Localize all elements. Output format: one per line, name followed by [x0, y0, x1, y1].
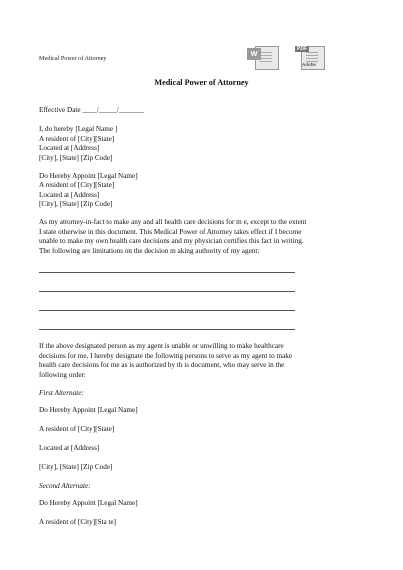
adobe-tag: Adobe	[302, 62, 316, 67]
agent-appoint: Do Hereby Appoint [Legal Name]	[39, 172, 138, 180]
first-alternate-resident: A resident of [City][State]	[39, 425, 115, 433]
principal-city: [City], [State] [Zip Code]	[39, 154, 113, 162]
paragraph-line: unable to make my own health care decisions and my physician certifies this fact in writing.	[39, 237, 304, 246]
paragraph-line: The following are limitations on the decision m aking authority of my agent:	[39, 246, 260, 255]
paragraph-line: health care decisions for me as is authorized by th is document, who may serve in the	[39, 361, 285, 370]
second-alternate-appoint: Do Hereby Appoint [Legal Name]	[39, 499, 138, 507]
paragraph-line: decisions for me, I hereby designate the following persons to serve as my agent to make	[39, 351, 293, 360]
limitation-line-4[interactable]	[39, 329, 295, 330]
paragraph-line: I state otherwise in this document. This Medical Power of Attorney takes effect if I become	[39, 227, 302, 236]
pdf-document-icon[interactable]	[293, 46, 325, 68]
first-alternate-appoint: Do Hereby Appoint [Legal Name]	[39, 406, 138, 414]
paragraph-line: following order:	[39, 370, 86, 379]
first-alternate-address: Located at [Address]	[39, 444, 100, 452]
authority-paragraph	[39, 218, 369, 256]
principal-name: I, do hereby [Legal Name ]	[39, 125, 118, 133]
second-alternate-heading: Second Alternate:	[39, 482, 91, 490]
word-badge: W	[247, 48, 261, 60]
word-document-icon[interactable]	[247, 46, 279, 68]
first-alternate-city: [City], [State] [Zip Code]	[39, 463, 113, 471]
agent-address: Located at [Address]	[39, 191, 100, 199]
paragraph-line: As my attorney-in-fact to make any and all health care decisions for m e, except to the extent	[39, 218, 307, 226]
paragraph-line: If the above designated person as my agent is unable or unwilling to make healthcare	[39, 342, 284, 350]
alternate-paragraph	[39, 342, 369, 380]
header-doc-label: Medical Power of Attorney	[39, 55, 107, 62]
limitation-line-1[interactable]	[39, 272, 295, 273]
limitation-line-2[interactable]	[39, 291, 295, 292]
document-title: Medical Power of Attorney	[154, 78, 249, 87]
agent-city: [City], [State] [Zip Code]	[39, 200, 113, 208]
pdf-tag: PDF	[297, 46, 307, 52]
download-icons	[247, 46, 325, 68]
principal-resident: A resident of [City][State]	[39, 135, 115, 143]
second-alternate-resident: A resident of [City][Sta te]	[39, 518, 117, 526]
agent-resident: A resident of [City][State]	[39, 181, 115, 189]
effective-date: Effective Date ____/_____/_______	[39, 106, 144, 114]
limitation-line-3[interactable]	[39, 310, 295, 311]
principal-address: Located at [Address]	[39, 144, 100, 152]
first-alternate-heading: First Alternate:	[39, 389, 84, 397]
